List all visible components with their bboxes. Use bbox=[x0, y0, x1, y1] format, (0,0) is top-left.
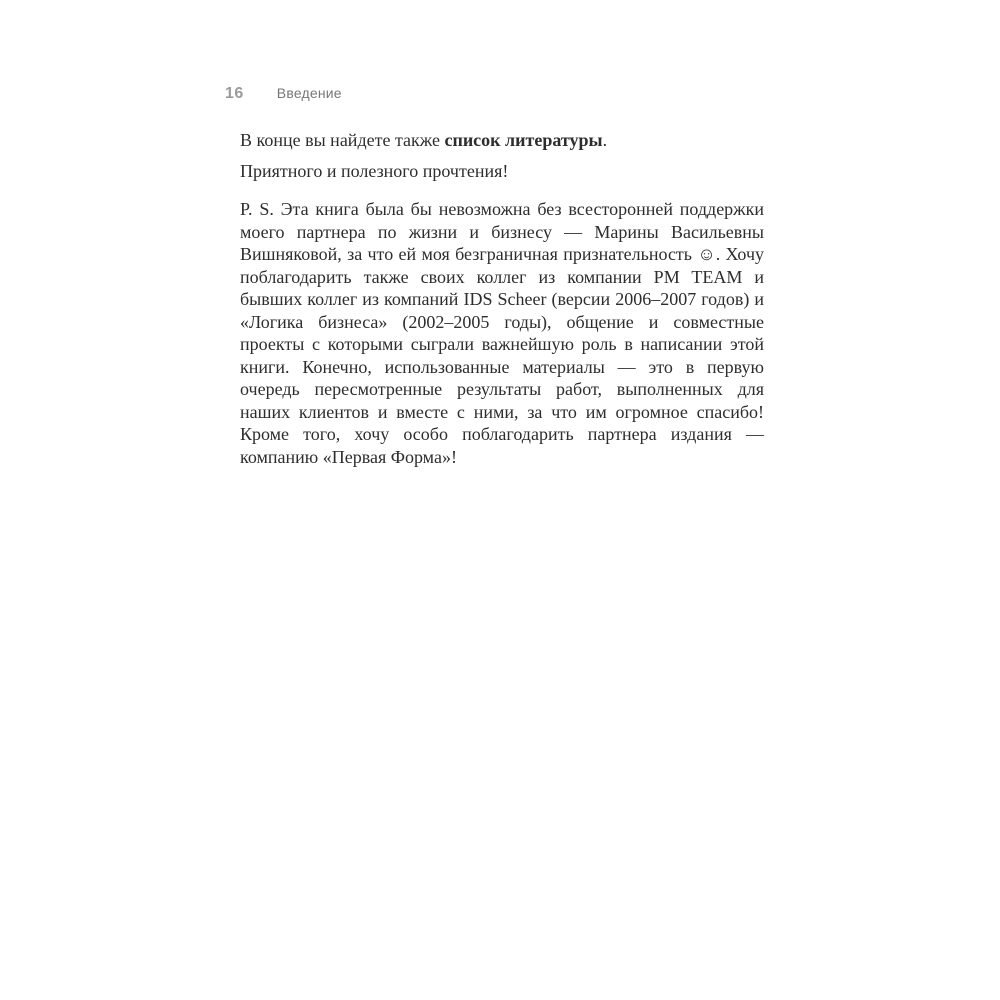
paragraph-bibliography-suffix: . bbox=[602, 130, 608, 150]
running-header bbox=[225, 85, 342, 103]
page-number: 16 bbox=[225, 85, 244, 102]
paragraph-bibliography-prefix: В конце вы найдете также bbox=[240, 130, 445, 150]
paragraph-bibliography-bold: список литературы bbox=[444, 130, 603, 150]
paragraph-bibliography bbox=[240, 129, 764, 152]
chapter-title: Введение bbox=[276, 85, 342, 101]
body-text-block bbox=[240, 129, 764, 468]
paragraph-wish: Приятного и полезного прочтения! bbox=[240, 160, 509, 181]
paragraph-postscript: P. S. Эта книга была бы невозможна без всесторонней поддержки моего партнера по жизни и бизнесу — Марины Васильевны Вишняковой, за что ей моя безграничная признательность ☺. Хочу поблагодарить также своих коллег из компании PM TEAM и бывших коллег из компаний IDS Scheer (версии 2006–2007 годов) и «Логика бизнеса» (2002–2005 годы), общение и совместные проекты с которыми сыграли важнейшую роль в написании этой книги. Конечно, использованные материалы — это в первую очередь пересмотренные результаты работ, выполненных для наших клиентов и вместе с ними, за что им огромное спасибо! Кроме того, хочу особо поблагодарить партнера издания — компанию «Первая Форма»! bbox=[240, 199, 764, 467]
